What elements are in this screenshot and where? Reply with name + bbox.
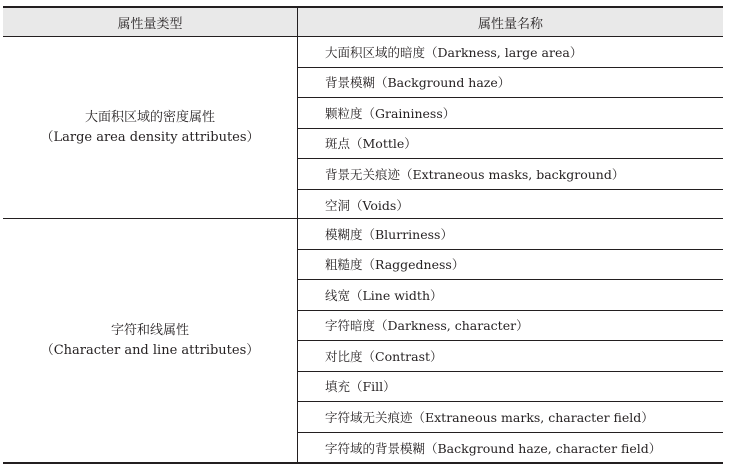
group-items (298, 219, 723, 463)
group-items (298, 37, 723, 220)
group-label (3, 37, 298, 218)
group-character (3, 219, 723, 464)
group-density (3, 37, 723, 219)
table-header (3, 6, 723, 37)
table-row: 空洞（Voids） (325, 197, 409, 213)
table-row: 背景无关痕迹（Extraneous masks, background） (298, 159, 723, 190)
group-label-cn: 大面积区域的密度属性 (84, 109, 215, 125)
table-row: 字符域无关痕迹（Extraneous marks, character field） (298, 402, 723, 433)
table-row: 字符暗度（Darkness, character） (298, 311, 723, 342)
group-label-en: （Large area density attributes） (40, 129, 260, 145)
header-attribute-name: 属性量名称 (477, 16, 543, 32)
table-row: 颗粒度（Graininess） (298, 98, 723, 129)
table-row: 填充（Fill） (298, 372, 723, 403)
group-label-cn: 字符和线属性 (110, 322, 189, 338)
table-row: 斑点（Mottle） (298, 129, 723, 160)
table-row: 线宽（Line width） (298, 280, 723, 311)
header-attribute-type: 属性量类型 (3, 8, 298, 36)
table-row: 大面积区域的暗度（Darkness, large area） (298, 37, 723, 68)
table-row: 背景模糊（Background haze） (298, 68, 723, 99)
table-row: 字符域的背景模糊（Background haze, character field） (325, 440, 662, 456)
group-label (3, 219, 298, 462)
table-row: 对比度（Contrast） (298, 341, 723, 372)
group-label-en: （Character and line attributes） (40, 342, 260, 358)
table-row: 模糊度（Blurriness） (298, 219, 723, 250)
table-row: 粗糙度（Raggedness） (298, 250, 723, 281)
